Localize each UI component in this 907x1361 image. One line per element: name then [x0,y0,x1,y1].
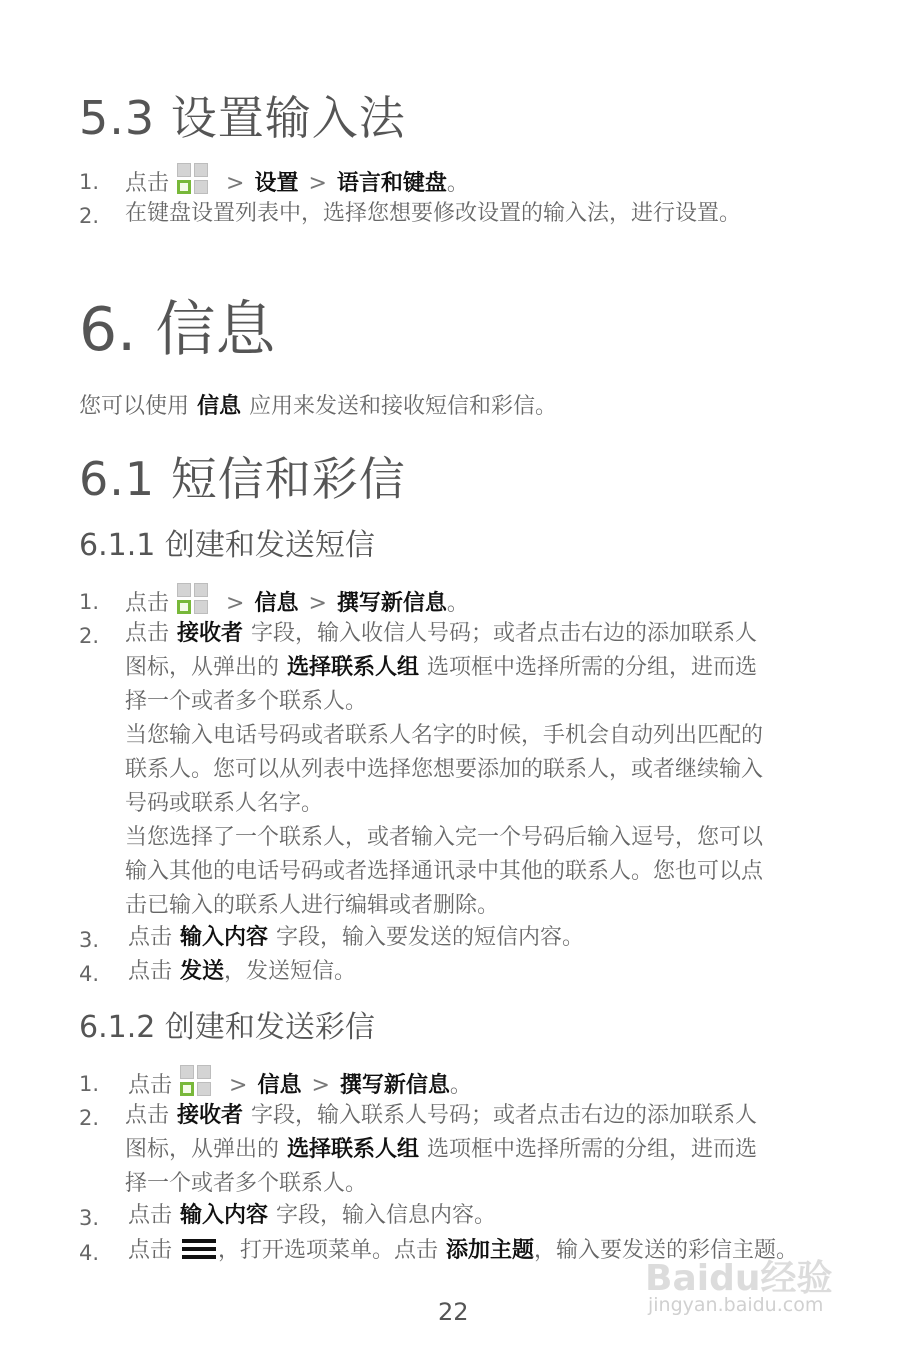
step-6-1-1-3 [128,921,584,955]
paragraph-line: 当您输入电话号码或者联系人名字的时候，手机会自动列出匹配的 [125,723,764,748]
step-6-1-1-1 [125,583,469,621]
section-6-1-title: 6.1 短信和彩信 [79,452,406,506]
step-text: 点击 [125,621,170,646]
step-number: 1. [79,1072,100,1096]
step-number: 3. [79,928,100,952]
step-text: 选项框中选择所需的分组，进而选 [427,1137,758,1162]
field-content: 输入内容 [180,925,269,950]
step-text: ，发送短信。 [224,959,357,984]
app-drawer-grid-icon [177,583,210,616]
dialog-select-contact-group: 选择联系人组 [287,655,420,680]
step-number: 2. [79,1106,100,1130]
step-6-1-1-2-line-2 [125,651,757,685]
menu-icon [182,1239,216,1259]
chevron-right-icon: > [229,1073,248,1098]
menu-path-compose: 撰写新信息 [336,591,447,616]
step-5-3-2: 在键盘设置列表中，选择您想要修改设置的输入法，进行设置。 [125,201,742,226]
menu-path-compose: 撰写新信息 [339,1073,450,1098]
punct: 。 [449,1073,472,1098]
chevron-right-icon: > [308,171,327,196]
paragraph-line: 击已输入的联系人进行编辑或者删除。 [125,893,500,918]
step-6-1-1-4 [128,955,356,989]
field-recipient: 接收者 [177,621,244,646]
step-number: 1. [79,590,100,614]
step-text: 字段，输入信息内容。 [276,1203,497,1228]
step-text: 图标，从弹出的 [125,1137,280,1162]
menu-path-messages: 信息 [257,1073,302,1098]
step-number: 2. [79,204,100,228]
dialog-select-contact-group: 选择联系人组 [287,1137,420,1162]
chevron-right-icon: > [226,171,245,196]
step-6-1-2-1 [128,1065,472,1103]
section-6-1-2-title: 6.1.2 创建和发送彩信 [79,1010,375,1045]
step-text: 点击 [128,1073,173,1098]
watermark-url: jingyan.baidu.com [648,1294,824,1316]
app-drawer-grid-icon [177,163,210,196]
step-5-3-1 [125,163,469,201]
step-text: 字段，输入要发送的短信内容。 [276,925,585,950]
punct: 。 [446,171,469,196]
step-text: 点击 [128,1238,173,1263]
step-number: 4. [79,962,100,986]
section-6-1-1-title: 6.1.1 创建和发送短信 [79,528,375,563]
step-number: 2. [79,624,100,648]
paragraph-line: 联系人。您可以从列表中选择您想要添加的联系人，或者继续输入 [125,757,764,782]
step-text: 选项框中选择所需的分组，进而选 [427,655,758,680]
intro-text: 应用来发送和接收短信和彩信。 [249,394,558,419]
step-text: 图标，从弹出的 [125,655,280,680]
page-number: 22 [438,1298,469,1326]
button-send: 发送 [180,959,225,984]
step-text: ，输入要发送的彩信主题。 [534,1238,799,1263]
section-5-3-title: 5.3 设置输入法 [79,91,406,145]
paragraph-line: 号码或联系人名字。 [125,791,324,816]
menu-path-messages: 信息 [254,591,299,616]
step-text: 点击 [125,591,170,616]
chevron-right-icon: > [226,591,245,616]
chevron-right-icon: > [308,591,327,616]
watermark-logo: Baidu经验 [645,1258,833,1299]
step-text: 点击 [128,925,173,950]
menu-path-language-keyboard: 语言和键盘 [336,171,447,196]
step-text: 点击 [128,959,173,984]
paragraph-line: 当您选择了一个联系人，或者输入完一个号码后输入逗号，您可以 [125,825,764,850]
step-text: ，打开选项菜单。点击 [218,1238,439,1263]
punct: 。 [446,591,469,616]
step-number: 1. [79,170,100,194]
intro-text: 您可以使用 [79,394,190,419]
step-6-1-2-2-line-1 [125,1099,757,1133]
step-6-1-2-3 [128,1199,496,1233]
step-6-1-2-2-line-3: 择一个或者多个联系人。 [125,1171,368,1196]
step-number: 4. [79,1241,100,1265]
app-name-messaging: 信息 [197,394,242,419]
step-text: 点击 [125,1103,170,1128]
field-content: 输入内容 [180,1203,269,1228]
field-recipient: 接收者 [177,1103,244,1128]
option-add-subject: 添加主题 [446,1238,535,1263]
chapter-6-title: 6. 信息 [79,295,276,365]
step-number: 3. [79,1206,100,1230]
chapter-6-intro [79,390,557,424]
step-6-1-2-2-line-2 [125,1133,757,1167]
step-6-1-1-2-line-1 [125,617,757,651]
app-drawer-grid-icon [180,1065,213,1098]
menu-path-settings: 设置 [254,171,299,196]
step-text: 字段，输入收信人号码；或者点击右边的添加联系人 [251,621,758,646]
paragraph-line: 输入其他的电话号码或者选择通讯录中其他的联系人。您也可以点 [125,859,764,884]
step-6-1-1-2-line-3: 择一个或者多个联系人。 [125,689,368,714]
step-text: 字段，输入联系人号码；或者点击右边的添加联系人 [251,1103,758,1128]
step-text: 点击 [125,171,170,196]
chevron-right-icon: > [311,1073,330,1098]
step-text: 点击 [128,1203,173,1228]
